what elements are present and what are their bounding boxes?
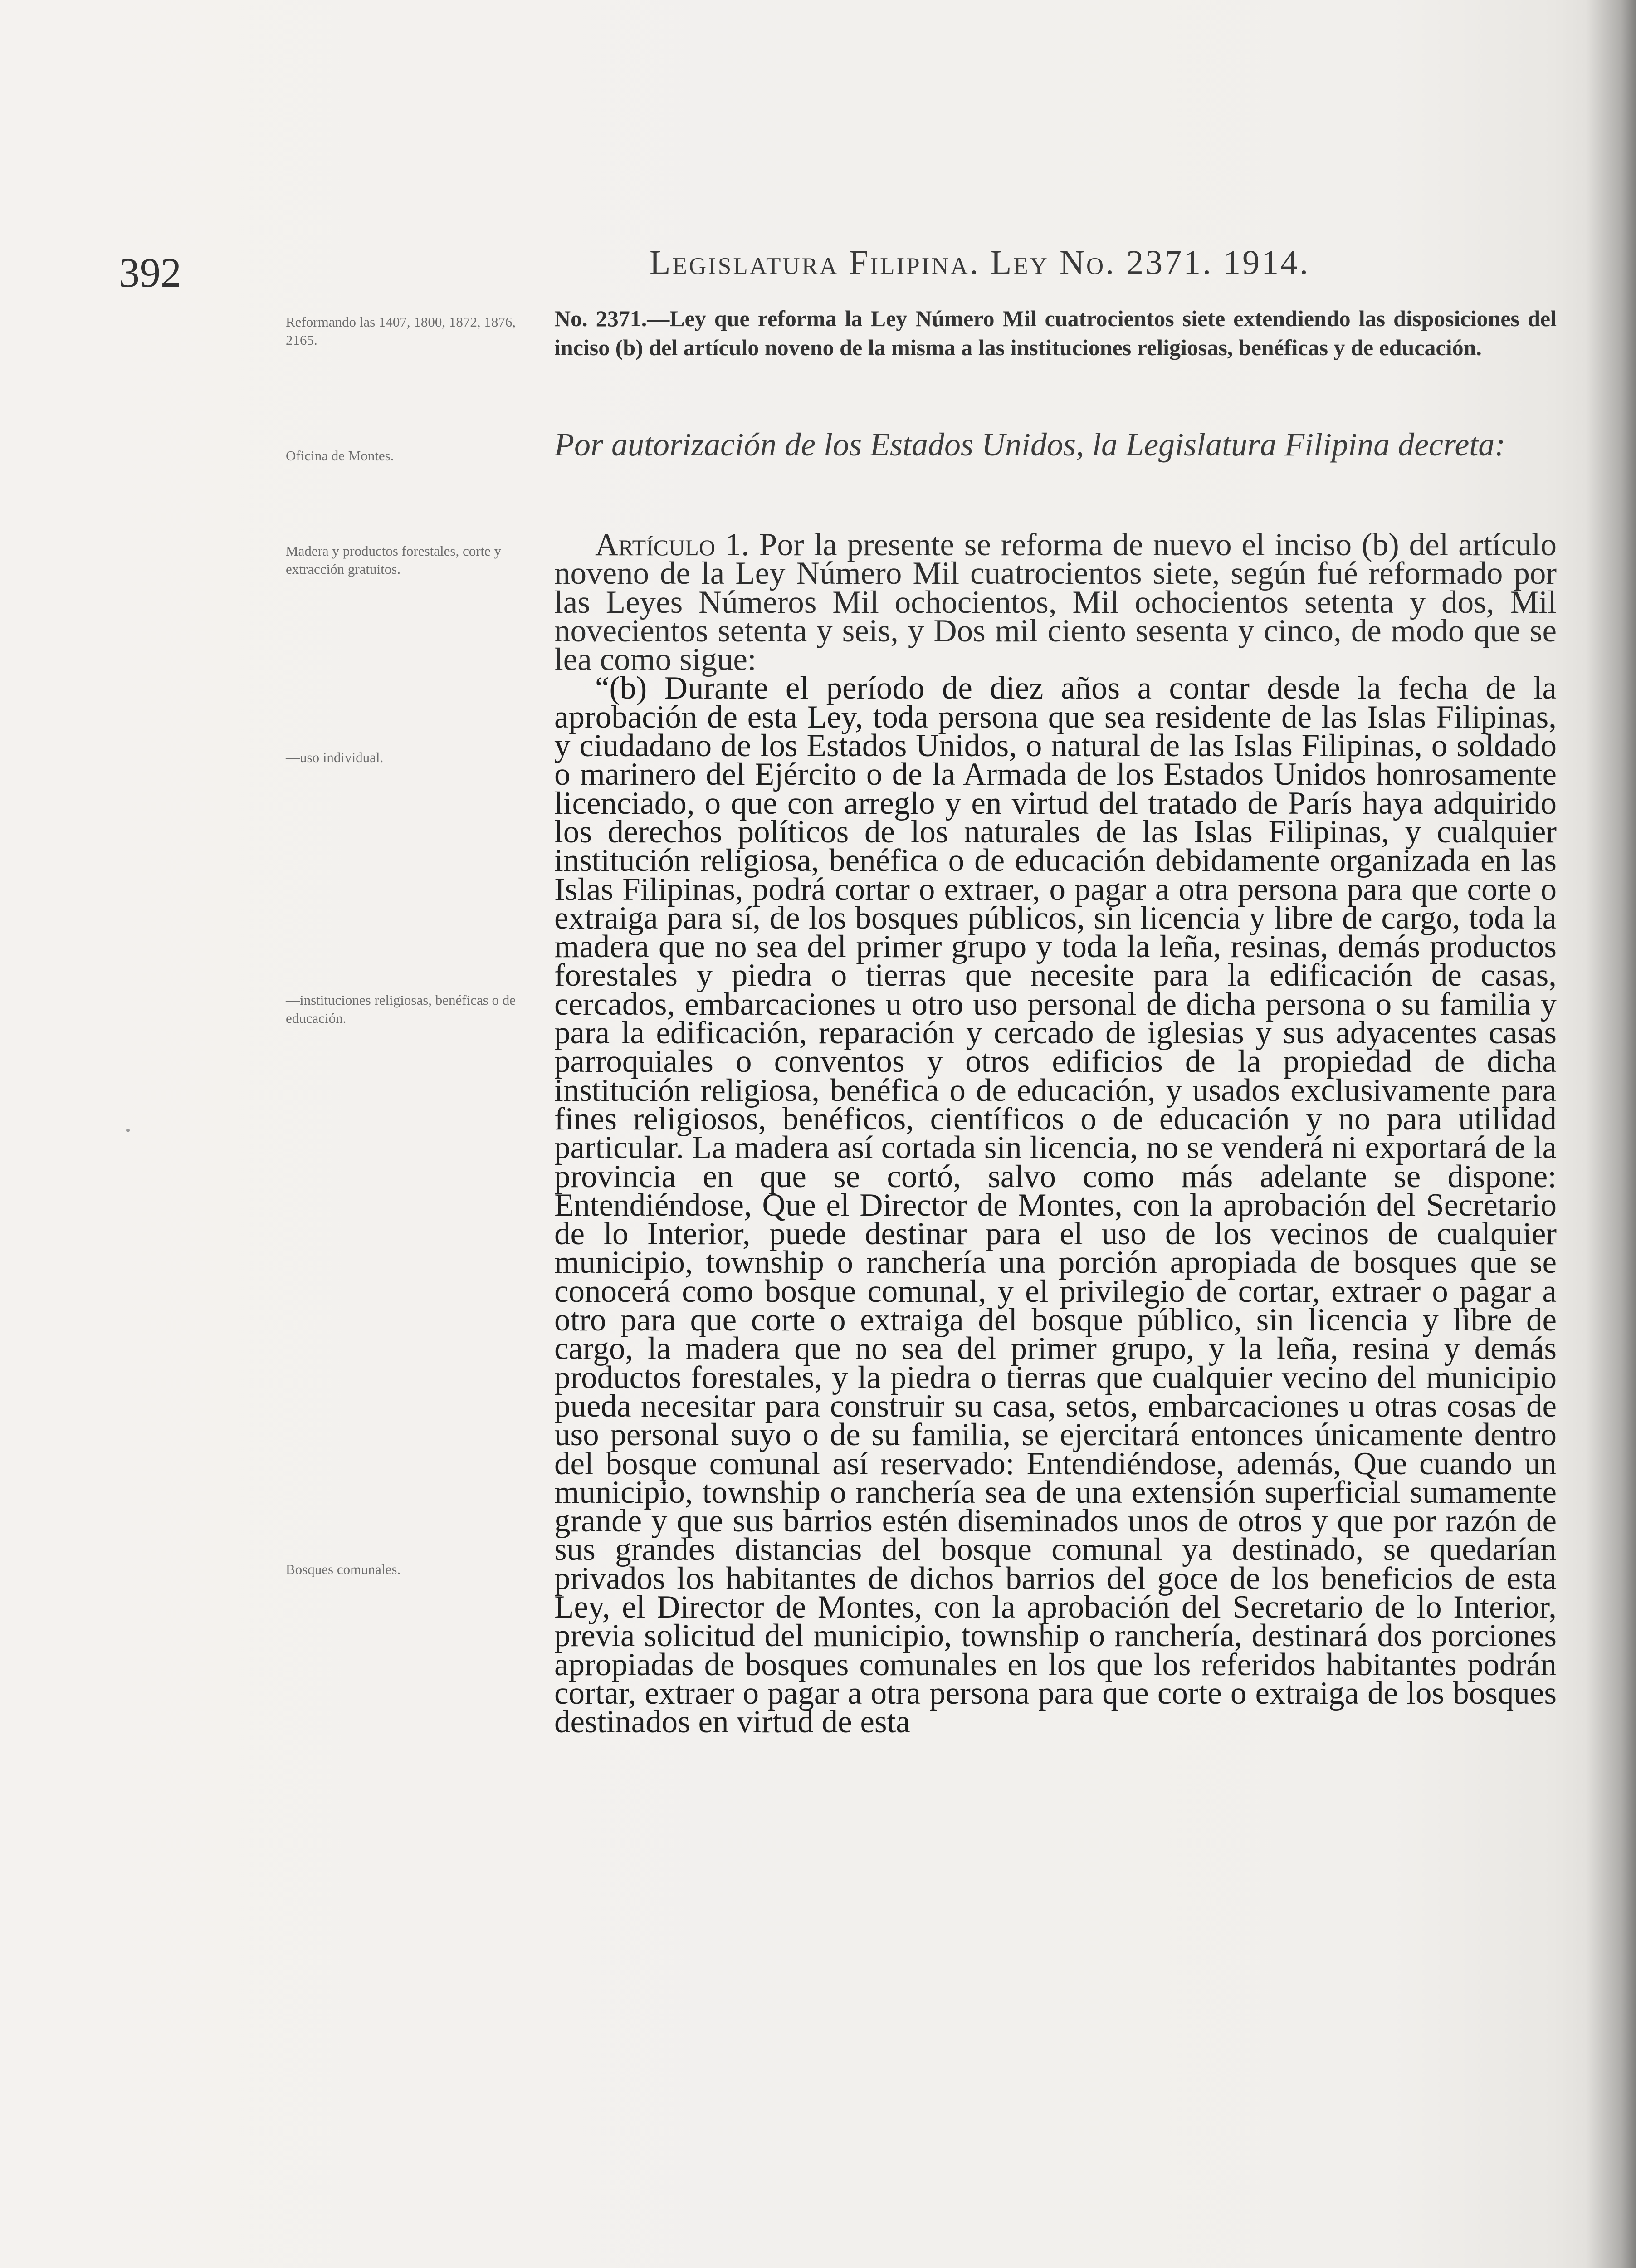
article-label: Artículo 1. [595,527,750,562]
enacting-clause: Por autorización de los Estados Unidos, la Legislatura Filipina decreta: [554,426,1506,463]
binding-shadow [1586,0,1636,2268]
margin-note-amends: Reformando las 1407, 1800, 1872, 1876, 2165. [286,314,516,348]
margin-note-communal: Bosques comunales. [286,1561,401,1577]
paper-speck [126,1129,130,1132]
running-head-text: Legislatura Filipina. Ley No. 2371. 1914. [650,244,1310,282]
margin-note-timber: Madera y productos forestales, corte y extracción gratuitos. [286,543,502,577]
quoted-paragraph: “(b) Durante el período de diez años a contar desde la fecha de la aprobación de esta Ley, toda persona que sea residente de las Islas Filipinas, y ciudadano de los Estados Unidos, o natural de las Islas Filipinas, o soldado o marinero del Ejército o de la Armada de los Estados Unidos honrosamente licenciado, o que con arreglo y en virtud del tratado de París haya adquirido los derechos políticos de los naturales de las Islas Filipinas, y cualquier institución religiosa, benéfica o de educación debidamente organizada en las Islas Filipinas, podrá cortar o extraer, o pagar a otra persona para que corte o extraiga para sí, de los bosques públicos, sin licencia y libre de cargo, toda la madera que no sea del primer grupo y toda la leña, resinas, demás productos forestales y piedra o tierras que necesite para la edificación de casas, cercados, embarcaciones u otro uso personal de dicha persona o su familia y para la edificación, reparación y cercado de iglesias y sus adyacentes casas parroquiales o conventos y otros edificios de la propiedad de dicha institución religiosa, benéfica o de educación, y usados exclusivamente para fines religiosos, benéficos, científicos o de educación y no para utilidad particular. La madera así cortada sin licencia, no se venderá ni exportará de la provincia en que se cortó, salvo como más adelante se dispone: Entendiéndose, Que el Director de Montes, con la aprobación del Secretario de lo Interior, puede destinar para el uso de los vecinos de cualquier municipio, township o ranchería una porción apropiada de bosques que se conocerá como bosque comunal, y el privilegio de cortar, extraer o pagar a otro para que corte o extraiga del bosque público, sin licencia y libre de cargo, la madera que no sea del primer grupo, y la leña, resina y demás productos forestales, y la piedra o tierras que cualquier vecino del municipio pueda necesitar para construir su casa, setos, embarcaciones u otras cosas de uso personal suyo o de su familia, se ejercitará entonces únicamente dentro del bosque comunal así reservado: Entendiéndose, además, Que cuando un municipio, township o ranchería sea de una extensión superficial sumamente grande y que sus barrios estén diseminados unos de otros y que por razón de sus grandes distancias del bosque comunal ya destinado, se quedarían privados los habitantes de dichos barrios del goce de los beneficios de esta Ley, el Director de Montes, con la aprobación del Secretario de lo Interior, previa solicitud del municipio, township o ranchería, destinará dos porciones apropiadas de bosques comunales en los que los referidos habitantes podrán cortar, extraer o pagar a otra persona para que corte o extraiga de los bosques destinados en virtud de esta [554,670,1557,1740]
running-head [650,243,1310,283]
act-summary: No. 2371.—Ley que reforma la Ley Número Mil cuatrocientos siete extendiendo las disposiciones del inciso (b) del artículo noveno de la misma a las instituciones religiosas, benéficas y de educación. [554,306,1557,360]
margin-note-institutions: —instituciones religiosas, benéficas o de educación. [286,992,516,1026]
act-body [554,527,1557,1740]
margin-note-individual-use: —uso individual. [286,749,384,765]
article-text: Por la presente se reforma de nuevo el inciso (b) del artículo noveno de la Ley Número Mil cuatrocientos siete, según fué reformado por las Leyes Números Mil ochocientos, Mil ochocientos setenta y dos, Mil novecientos setenta y seis, y Dos mil ciento sesenta y cinco, de modo que se lea como sigue: [554,527,1557,678]
article-paragraph [554,527,1557,678]
margin-note-bureau: Oficina de Montes. [286,448,394,464]
page-number: 392 [119,249,181,296]
